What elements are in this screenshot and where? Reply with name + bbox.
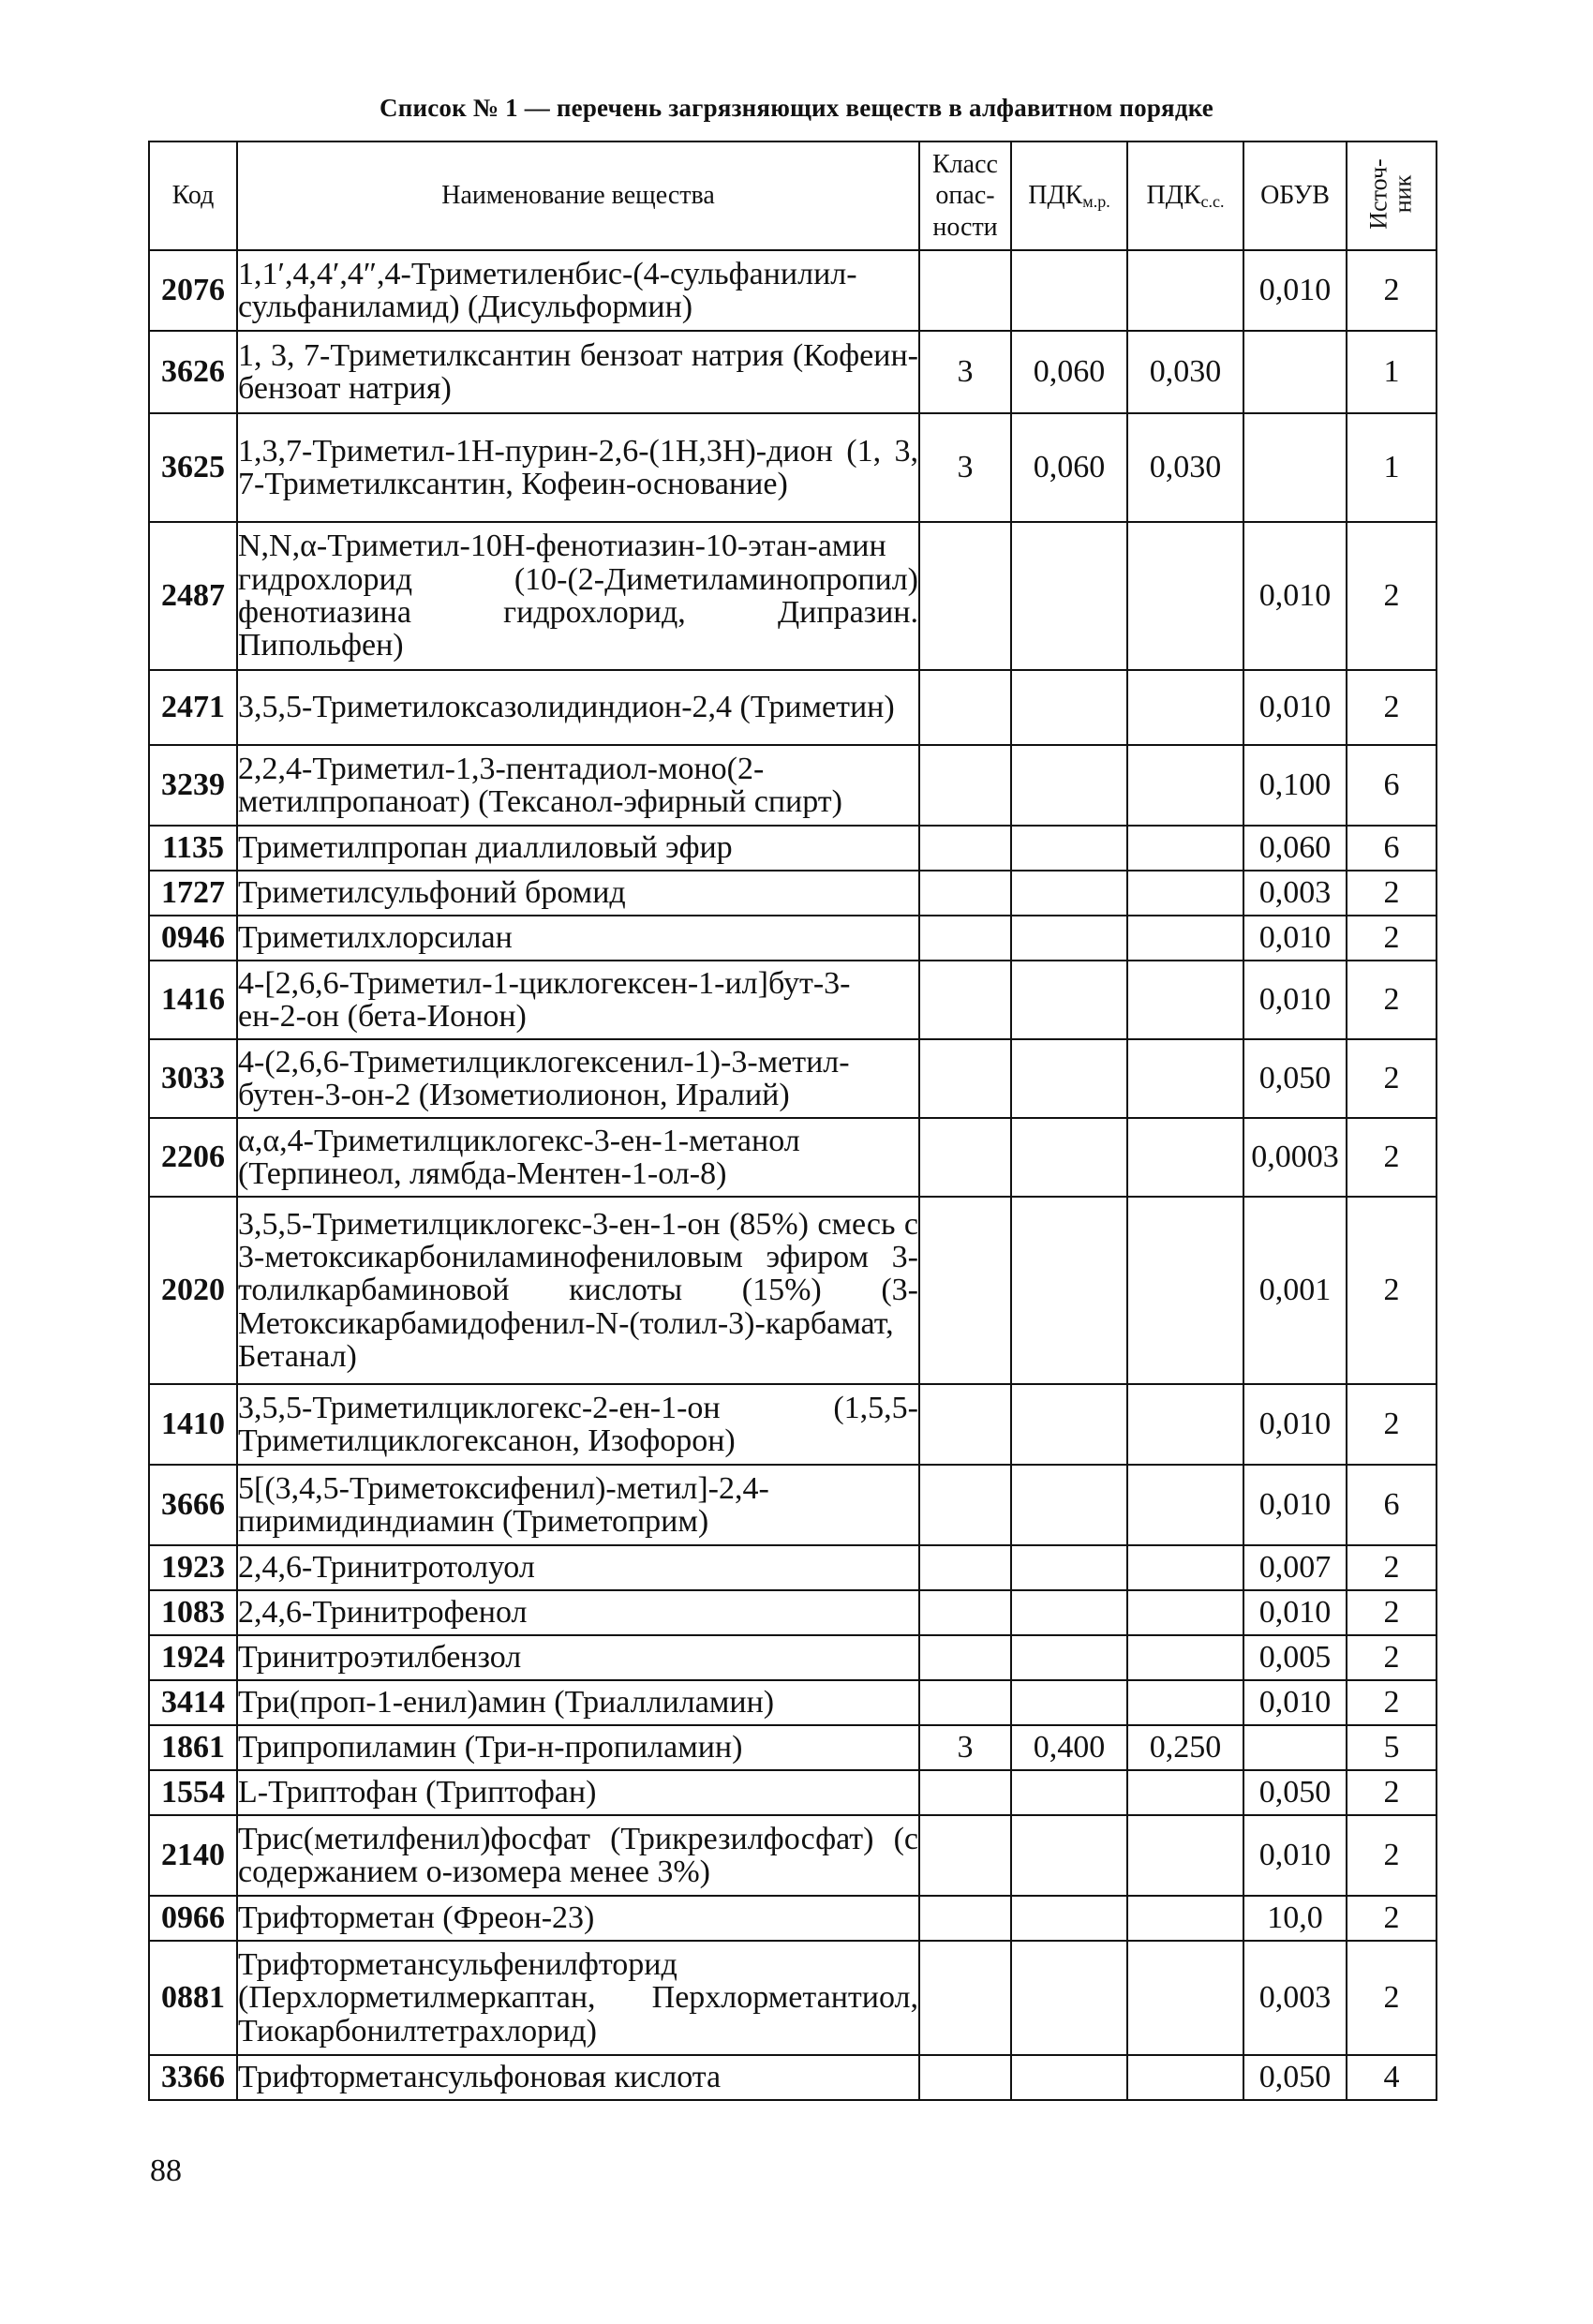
obuv-value: 0,005 [1243,1635,1347,1680]
obuv-value: 0,010 [1243,1384,1347,1465]
substance-name: Триметилсульфоний бромид [237,871,919,916]
table-row [149,1941,1437,2055]
substance-code: 2020 [149,1197,237,1384]
table-row [149,1725,1437,1770]
pdk-ss-value [1127,1545,1243,1590]
source-value: 2 [1347,916,1437,961]
substance-code: 2140 [149,1815,237,1896]
source-value: 6 [1347,826,1437,871]
source-value: 2 [1347,250,1437,331]
table-row [149,522,1437,670]
table-row [149,2055,1437,2100]
source-value: 2 [1347,1770,1437,1815]
source-value: 6 [1347,1465,1437,1545]
substance-code: 1135 [149,826,237,871]
header-source: Источ- ник [1347,142,1437,250]
obuv-value: 0,100 [1243,745,1347,826]
obuv-value: 0,003 [1243,1941,1347,2055]
table-row [149,331,1437,413]
hazard-class [919,1815,1011,1896]
pdk-mr-value [1011,871,1127,916]
hazard-class [919,1545,1011,1590]
substance-name: 3,5,5-Триметилциклогекс-3-ен-1-он (85%) смесь с 3-метоксикарбониламинофениловым эфиром 3-толилкарбаминовой кислоты (15%) (3-Метоксикарбамидофенил-N-(толил-3)-карбамат, Бетанал) [237,1197,919,1384]
hazard-class: 3 [919,331,1011,413]
substance-name: N,N,α-Триметил-10Н-фенотиазин-10-этан-амин гидрохлорид (10-(2-Диметиламинопропил) фенотиазина гидрохлорид, Дипразин. Пипольфен) [237,522,919,670]
obuv-value [1243,413,1347,522]
pdk-ss-value [1127,1039,1243,1118]
obuv-value: 0,003 [1243,871,1347,916]
source-value: 2 [1347,1635,1437,1680]
pdk-mr-value [1011,1815,1127,1896]
table-row [149,1465,1437,1545]
pdk-ss-value [1127,2055,1243,2100]
substance-name: 2,2,4-Триметил-1,3-пентадиол-моно(2-метилпропаноат) (Тексанол-эфирный спирт) [237,745,919,826]
table-row [149,1590,1437,1635]
source-value: 2 [1347,1680,1437,1725]
source-value: 2 [1347,1896,1437,1941]
substance-code: 3626 [149,331,237,413]
substance-code: 1554 [149,1770,237,1815]
substance-code: 0881 [149,1941,237,2055]
table-row [149,1197,1437,1384]
pdk-ss-value: 0,030 [1127,413,1243,522]
obuv-value: 0,010 [1243,670,1347,745]
hazard-class [919,1039,1011,1118]
pdk-ss-value [1127,1197,1243,1384]
pdk-ss-value [1127,1590,1243,1635]
pdk-mr-value [1011,1545,1127,1590]
substance-code: 3239 [149,745,237,826]
pdk-ss-value [1127,871,1243,916]
obuv-value: 0,010 [1243,1465,1347,1545]
hazard-class [919,826,1011,871]
source-value: 4 [1347,2055,1437,2100]
pdk-mr-value [1011,1197,1127,1384]
pdk-mr-value [1011,916,1127,961]
header-code: Код [149,142,237,250]
substance-name: α,α,4-Триметилциклогекс-3-ен-1-метанол (Терпинеол, лямбда-Ментен-1-ол-8) [237,1118,919,1197]
table-row [149,1118,1437,1197]
table-row [149,1635,1437,1680]
source-value: 2 [1347,1384,1437,1465]
pdk-ss-value [1127,1465,1243,1545]
substance-code: 3366 [149,2055,237,2100]
header-obuv: ОБУВ [1243,142,1347,250]
pdk-mr-value [1011,1039,1127,1118]
table-row [149,961,1437,1039]
substance-name: Три(проп-1-енил)амин (Триаллиламин) [237,1680,919,1725]
pdk-ss-value [1127,961,1243,1039]
substances-table [148,141,1437,2101]
substance-name: Трифторметансульфоновая кислота [237,2055,919,2100]
hazard-class [919,1635,1011,1680]
hazard-class [919,2055,1011,2100]
hazard-class [919,1384,1011,1465]
source-value: 2 [1347,522,1437,670]
pdk-mr-value: 0,060 [1011,413,1127,522]
hazard-class: 3 [919,1725,1011,1770]
pdk-ss-value [1127,1770,1243,1815]
source-value: 1 [1347,331,1437,413]
pdk-mr-value [1011,1941,1127,2055]
obuv-value: 0,050 [1243,1770,1347,1815]
pdk-ss-value [1127,826,1243,871]
pdk-ss-value [1127,745,1243,826]
pdk-mr-value [1011,1384,1127,1465]
pdk-ss-value [1127,1118,1243,1197]
table-row [149,1896,1437,1941]
pdk-mr-value [1011,826,1127,871]
substance-name: Триметилхлорсилан [237,916,919,961]
source-value: 2 [1347,1197,1437,1384]
source-value: 2 [1347,1545,1437,1590]
source-value: 2 [1347,871,1437,916]
pdk-ss-value [1127,670,1243,745]
obuv-value: 0,010 [1243,916,1347,961]
obuv-value [1243,1725,1347,1770]
source-value: 2 [1347,1118,1437,1197]
header-pdk-ss: ПДКс.с. [1127,142,1243,250]
obuv-value: 0,050 [1243,2055,1347,2100]
hazard-class [919,1118,1011,1197]
substance-code: 2076 [149,250,237,331]
obuv-value: 0,0003 [1243,1118,1347,1197]
substance-name: Трифторметан (Фреон-23) [237,1896,919,1941]
pdk-mr-value [1011,1465,1127,1545]
substance-name: 5[(3,4,5-Триметоксифенил)-метил]-2,4-пиримидиндиамин (Триметоприм) [237,1465,919,1545]
substance-code: 1410 [149,1384,237,1465]
substance-code: 1083 [149,1590,237,1635]
source-value: 2 [1347,1941,1437,2055]
pdk-mr-value [1011,1680,1127,1725]
substance-name: L-Триптофан (Триптофан) [237,1770,919,1815]
substance-code: 1416 [149,961,237,1039]
pdk-mr-value [1011,1896,1127,1941]
obuv-value [1243,331,1347,413]
pdk-ss-value [1127,1680,1243,1725]
pdk-mr-value [1011,1590,1127,1635]
hazard-class: 3 [919,413,1011,522]
substance-name: 2,4,6-Тринитрофенол [237,1590,919,1635]
substance-code: 1923 [149,1545,237,1590]
source-value: 2 [1347,1039,1437,1118]
pdk-ss-value [1127,250,1243,331]
substance-code: 2487 [149,522,237,670]
pdk-ss-value [1127,1815,1243,1896]
hazard-class [919,871,1011,916]
source-value: 2 [1347,670,1437,745]
pdk-ss-value [1127,522,1243,670]
header-name: Наименование вещества [237,142,919,250]
substance-code: 3625 [149,413,237,522]
table-row [149,1039,1437,1118]
substance-code: 0966 [149,1896,237,1941]
table-row [149,916,1437,961]
table-row [149,1680,1437,1725]
hazard-class [919,916,1011,961]
table-row [149,1545,1437,1590]
substance-name: Тринитроэтилбензол [237,1635,919,1680]
table-row [149,826,1437,871]
table-row [149,1384,1437,1465]
header-pdk-mr: ПДКм.р. [1011,142,1127,250]
pdk-mr-value [1011,1635,1127,1680]
substance-name: Трифторметансульфенилфторид (Перхлорметилмеркаптан, Перхлорметантиол, Тиокарбонилтетрахлорид) [237,1941,919,2055]
substance-name: 4-(2,6,6-Триметилциклогексенил-1)-3-метил-бутен-3-он-2 (Изометиолионон, Иралий) [237,1039,919,1118]
obuv-value: 0,010 [1243,1590,1347,1635]
hazard-class [919,250,1011,331]
substance-name: 1, 3, 7-Триметилксантин бензоат натрия (Кофеин-бензоат натрия) [237,331,919,413]
obuv-value: 0,010 [1243,1815,1347,1896]
hazard-class [919,1197,1011,1384]
substance-name: 3,5,5-Триметилциклогекс-2-ен-1-он (1,5,5-Триметилциклогексанон, Изофорон) [237,1384,919,1465]
page-title: Список № 1 — перечень загрязняющих веществ в алфавитном порядке [380,94,1213,122]
hazard-class [919,1941,1011,2055]
table-row [149,250,1437,331]
source-value: 6 [1347,745,1437,826]
source-value: 2 [1347,961,1437,1039]
obuv-value: 0,010 [1243,250,1347,331]
pdk-mr-value [1011,745,1127,826]
substance-name: 2,4,6-Тринитротолуол [237,1545,919,1590]
pdk-ss-value [1127,1635,1243,1680]
hazard-class [919,670,1011,745]
table-row [149,670,1437,745]
obuv-value: 0,010 [1243,961,1347,1039]
obuv-value: 10,0 [1243,1896,1347,1941]
hazard-class [919,961,1011,1039]
table-row [149,1815,1437,1896]
substance-code: 1727 [149,871,237,916]
table-row [149,745,1437,826]
substance-name: 4-[2,6,6-Триметил-1-циклогексен-1-ил]бут-3-ен-2-он (бета-Ионон) [237,961,919,1039]
table-row [149,1770,1437,1815]
source-value: 5 [1347,1725,1437,1770]
pdk-ss-value [1127,1941,1243,2055]
obuv-value: 0,010 [1243,1680,1347,1725]
hazard-class [919,522,1011,670]
pdk-mr-value [1011,2055,1127,2100]
pdk-ss-value: 0,250 [1127,1725,1243,1770]
pdk-mr-value [1011,670,1127,745]
pdk-ss-value [1127,1384,1243,1465]
pdk-mr-value: 0,060 [1011,331,1127,413]
table-header-row [149,142,1437,250]
pdk-ss-value [1127,1896,1243,1941]
substance-code: 2206 [149,1118,237,1197]
pdk-mr-value: 0,400 [1011,1725,1127,1770]
substance-code: 3666 [149,1465,237,1545]
substance-code: 3033 [149,1039,237,1118]
substance-code: 0946 [149,916,237,961]
obuv-value: 0,050 [1243,1039,1347,1118]
substance-code: 2471 [149,670,237,745]
substance-code: 1924 [149,1635,237,1680]
obuv-value: 0,010 [1243,522,1347,670]
page-number: 88 [150,2153,182,2188]
hazard-class [919,1896,1011,1941]
header-hazard-class: Класс опас- ности [919,142,1011,250]
pdk-mr-value [1011,961,1127,1039]
substance-name: Трис(метилфенил)фосфат (Трикрезилфосфат) (с содержанием о-изомера менее 3%) [237,1815,919,1896]
source-value: 2 [1347,1590,1437,1635]
hazard-class [919,1680,1011,1725]
hazard-class [919,745,1011,826]
pdk-mr-value [1011,1770,1127,1815]
hazard-class [919,1590,1011,1635]
hazard-class [919,1770,1011,1815]
substance-name: 3,5,5-Триметилоксазолидиндион-2,4 (Триметин) [237,670,919,745]
table-row [149,413,1437,522]
substance-name: 1,3,7-Триметил-1Н-пурин-2,6-(1Н,3Н)-дион (1, 3, 7-Триметилксантин, Кофеин-основание) [237,413,919,522]
source-value: 1 [1347,413,1437,522]
obuv-value: 0,007 [1243,1545,1347,1590]
pdk-ss-value [1127,916,1243,961]
substance-name: Триметилпропан диаллиловый эфир [237,826,919,871]
hazard-class [919,1465,1011,1545]
pdk-mr-value [1011,250,1127,331]
pdk-mr-value [1011,1118,1127,1197]
substance-name: 1,1′,4,4′,4″,4-Триметиленбис-(4-сульфанилил-сульфаниламид) (Дисульформин) [237,250,919,331]
substance-code: 3414 [149,1680,237,1725]
substance-code: 1861 [149,1725,237,1770]
substance-name: Трипропиламин (Три-н-пропиламин) [237,1725,919,1770]
obuv-value: 0,060 [1243,826,1347,871]
obuv-value: 0,001 [1243,1197,1347,1384]
pdk-mr-value [1011,522,1127,670]
pdk-ss-value: 0,030 [1127,331,1243,413]
source-value: 2 [1347,1815,1437,1896]
table-row [149,871,1437,916]
